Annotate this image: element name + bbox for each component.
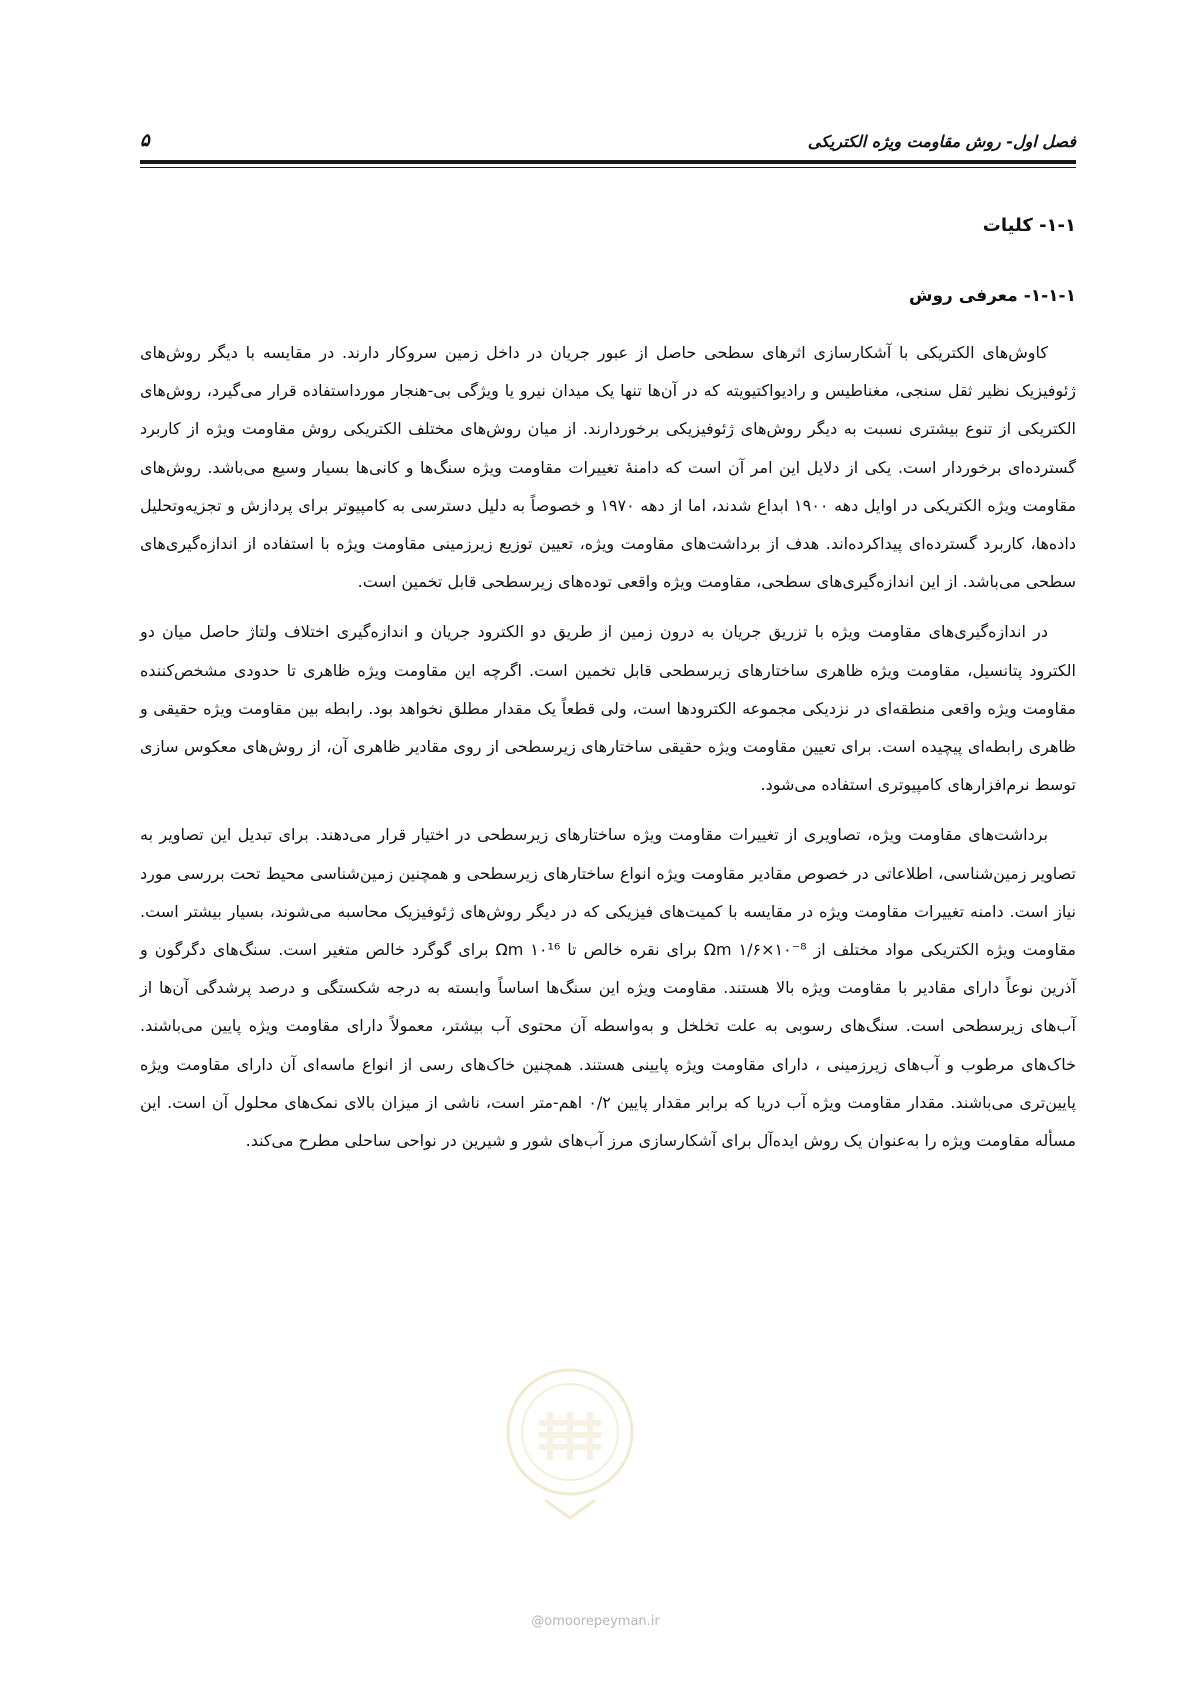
header-rule-thick — [140, 160, 1076, 164]
body-content — [140, 206, 1076, 1160]
watermark-seal-icon — [495, 1362, 645, 1524]
section-heading: ۱-۱- کلیات — [982, 215, 1076, 236]
header-rule-thin — [140, 167, 1076, 168]
paragraph-apparent-resistivity: در اندازه‌گیری‌های مقاومت ویژه با تزریق جریان به درون زمین از طریق دو الکترود جریان و اندازه‌گیری اختلاف ولتاژ حاصل میان دو الکترود پتانسیل، مقاومت ویژه ظاهری ساختارهای زیرسطحی قابل تخمین است. اگرچه این مقاومت ویژه ظاهری تا حدودی مشخص‌کننده مقاومت ویژه واقعی منطقه‌ای در نزدیکی مجموعه الکترودها است، ولی قطعاً یک مقدار مطلق نخواهد بود. رابطه بین مقاومت ویژه حقیقی و ظاهری رابطه‌ای پیچیده است. برای تعیین مقاومت ویژه حقیقی ساختارهای زیرسطحی از روی مقادیر ظاهری آن، از روش‌های معکوس سازی توسط نرم‌افزارهای کامپیوتری استفاده می‌شود. — [140, 622, 1076, 795]
watermark-site: @omoorepeyman.ir — [531, 1614, 660, 1629]
page-number: ۵ — [140, 130, 150, 151]
paragraph-introduction: کاوش‌های الکتریکی با آشکارسازی اثرهای سطحی حاصل از عبور جریان در داخل زمین سروکار دارند. در مقایسه با دیگر روش‌های ژئوفیزیک نظیر ثقل سنجی، مغناطیس و رادیواکتیویته که در آن‌ها تنها یک میدان نیرو یا ویژگی بی-هنجار مورداستفاده قرار می‌گیرد، روش‌های الکتریکی از تنوع بیشتری نسبت به دیگر روش‌های ژئوفیزیکی برخوردارند. از میان روش‌های مختلف الکتریکی روش مقاومت ویژه از کاربرد گسترده‌ای برخوردار است. یکی از دلایل این امر آن است که دامنهٔ تغییرات مقاومت ویژه سنگ‌ها و کانی‌ها بسیار وسیع می‌باشد. روش‌های مقاومت ویژه الکتریکی در اوایل دهه ۱۹۰۰ ابداع شدند، اما از دهه ۱۹۷۰ و خصوصاً به دلیل دسترسی به کامپیوتر برای پردازش و تجزیه‌وتحلیل داده‌ها، کاربرد گسترده‌ای پیداکرده‌اند. هدف از برداشت‌های مقاومت ویژه، تعیین توزیع زیرزمینی مقاومت ویژه با استفاده از اندازه‌گیری‌های سطحی می‌باشد. از این اندازه‌گیری‌های سطحی، مقاومت ویژه واقعی توده‌های زیرسطحی قابل تخمین است. — [140, 343, 1077, 592]
chapter-title: فصل اول- روش مقاومت ویژه الکتریکی — [807, 132, 1076, 151]
paragraph-resistivity-range: برداشت‌های مقاومت ویژه، تصاویری از تغییرات مقاومت ویژه ساختارهای زیرسطحی در اختیار قرار می‌دهند. برای تبدیل این تصاویر به تصاویر زمین‌شناسی، اطلاعاتی در خصوص مقادیر مقاومت ویژه انواع ساختارهای زیرسطحی و همچنین زمین‌شناسی محیط تحت بررسی مورد نیاز است. دامنه تغییرات مقاومت ویژه در مقایسه با کمیت‌های فیزیکی که در دیگر روش‌های ژئوفیزیک محاسبه می‌شوند، بسیار بیشتر است. مقاومت ویژه الکتریکی مواد مختلف از Ωm ۱/۶×۱۰⁻⁸ برای نقره خالص تا Ωm ۱۰¹⁶ برای گوگرد خالص متغیر است. سنگ‌های دگرگون و آذرین نوعاً دارای مقادیر با مقاومت ویژه بالا هستند. مقاومت ویژه این سنگ‌ها اساساً وابسته به درجه شکستگی و درصد پرشدگی آن‌ها از آب‌های زیرسطحی است. سنگ‌های رسوبی به علت تخلخل و به‌واسطه آن محتوی آب بیشتر، معمولاً دارای مقاومت ویژه پایین می‌باشند. خاک‌های مرطوب و آب‌های زیرزمینی ، دارای مقاومت ویژه پایینی هستند. همچنین خاک‌های رسی از انواع ماسه‌ای آن دارای مقاومت ویژه پایین‌تری می‌باشند. مقدار مقاومت ویژه آب دریا که برابر مقدار پایین ۰/۲ اهم-متر است، ناشی از میزان بالای نمک‌های محلول آن است. این مسأله مقاومت ویژه را به‌عنوان یک روش ایده‌آل برای آشکارسازی مرز آب‌های شور و شیرین در نواحی ساحلی مطرح می‌کند. — [140, 825, 1077, 1151]
subsection-heading: ۱-۱-۱- معرفی روش — [909, 286, 1076, 306]
running-header — [140, 130, 1076, 156]
